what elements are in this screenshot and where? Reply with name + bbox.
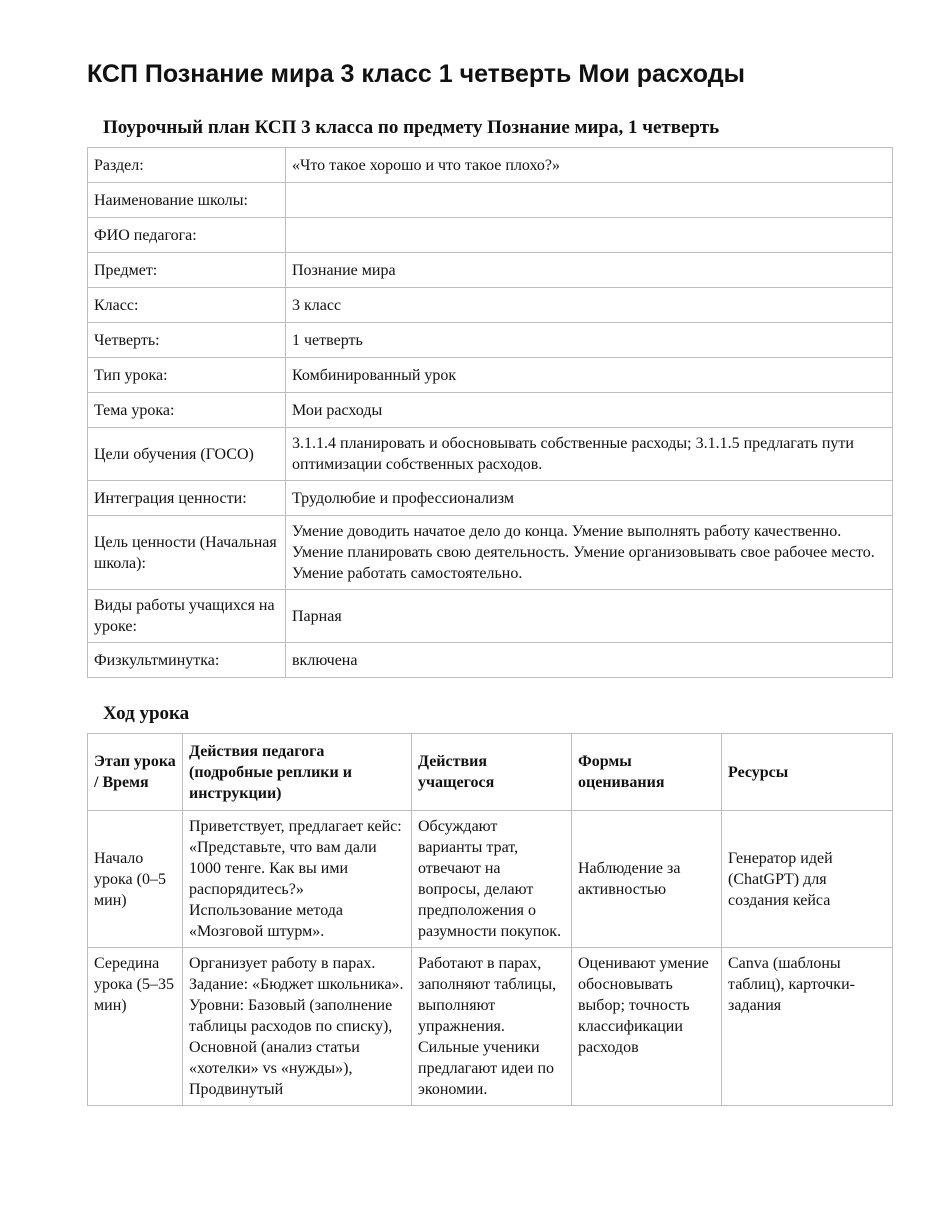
document-title: КСП Познание мира 3 класс 1 четверть Мои расходы [87,60,745,88]
info-label-lesson-type: Тип урока: [88,358,286,393]
header-resources: Ресурсы [722,734,893,811]
table-row [88,148,893,183]
info-value-value-integration: Трудолюбие и профессионализм [286,481,893,516]
stage-cell: Середина урока (5–35 мин) [88,948,183,1106]
lesson-progress-table [87,733,893,1106]
info-value-quarter: 1 четверть [286,323,893,358]
header-student-actions: Действия учащегося [412,734,572,811]
info-value-teacher [286,218,893,253]
table-row [88,428,893,481]
table-row [88,218,893,253]
info-label-topic: Тема урока: [88,393,286,428]
teacher-actions-cell: Организует работу в парах. Задание: «Бюджет школьника». Уровни: Базовый (заполнение таблицы расходов по списку), Основной (анализ статьи «хотелки» vs «нужды»), Продвинутый [183,948,412,1106]
table-row [88,358,893,393]
info-value-work-types: Парная [286,590,893,643]
lesson-info-table [87,147,893,678]
table-row [88,323,893,358]
table-row [88,183,893,218]
info-label-grade: Класс: [88,288,286,323]
info-value-value-goal: Умение доводить начатое дело до конца. Умение выполнять работу качественно. Умение планировать свою деятельность. Умение организовывать свое рабочее место. Умение работать самостоятельно. [286,516,893,590]
header-stage: Этап урока / Время [88,734,183,811]
table-row [88,590,893,643]
info-label-value-integration: Интеграция ценности: [88,481,286,516]
assessment-cell: Наблюдение за активностью [572,811,722,948]
resources-cell: Canva (шаблоны таблиц), карточки-задания [722,948,893,1106]
table-row [88,811,893,948]
table-row [88,253,893,288]
plan-title: Поурочный план КСП 3 класса по предмету Познание мира, 1 четверть [103,117,720,138]
student-actions-cell: Работают в парах, заполняют таблицы, выполняют упражнения. Сильные ученики предлагают идеи по экономии. [412,948,572,1106]
info-value-section: «Что такое хорошо и что такое плохо?» [286,148,893,183]
info-label-work-types: Виды работы учащихся на уроке: [88,590,286,643]
info-label-teacher: ФИО педагога: [88,218,286,253]
header-assessment: Формы оценивания [572,734,722,811]
teacher-actions-cell: Приветствует, предлагает кейс: «Представьте, что вам дали 1000 тенге. Как вы ими распорядитесь?» Использование метода «Мозговой штурм». [183,811,412,948]
info-label-subject: Предмет: [88,253,286,288]
info-value-exercise: включена [286,643,893,678]
info-label-exercise: Физкультминутка: [88,643,286,678]
info-value-subject: Познание мира [286,253,893,288]
table-row [88,948,893,1106]
info-value-lesson-type: Комбинированный урок [286,358,893,393]
info-label-school: Наименование школы: [88,183,286,218]
lesson-progress-title: Ход урока [103,703,190,724]
info-label-section: Раздел: [88,148,286,183]
header-teacher-actions: Действия педагога (подробные реплики и инструкции) [183,734,412,811]
table-header-row [88,734,893,811]
table-row [88,393,893,428]
table-row [88,481,893,516]
info-label-quarter: Четверть: [88,323,286,358]
table-row [88,643,893,678]
table-row [88,288,893,323]
assessment-cell: Оценивают умение обосновывать выбор; точность классификации расходов [572,948,722,1106]
table-row [88,516,893,590]
info-value-topic: Мои расходы [286,393,893,428]
info-label-value-goal: Цель ценности (Начальная школа): [88,516,286,590]
student-actions-cell: Обсуждают варианты трат, отвечают на вопросы, делают предположения о разумности покупок. [412,811,572,948]
resources-cell: Генератор идей (ChatGPT) для создания кейса [722,811,893,948]
info-value-goals: 3.1.1.4 планировать и обосновывать собственные расходы; 3.1.1.5 предлагать пути оптимизации собственных расходов. [286,428,893,481]
info-value-school [286,183,893,218]
stage-cell: Начало урока (0–5 мин) [88,811,183,948]
info-label-goals: Цели обучения (ГОСО) [88,428,286,481]
info-value-grade: 3 класс [286,288,893,323]
